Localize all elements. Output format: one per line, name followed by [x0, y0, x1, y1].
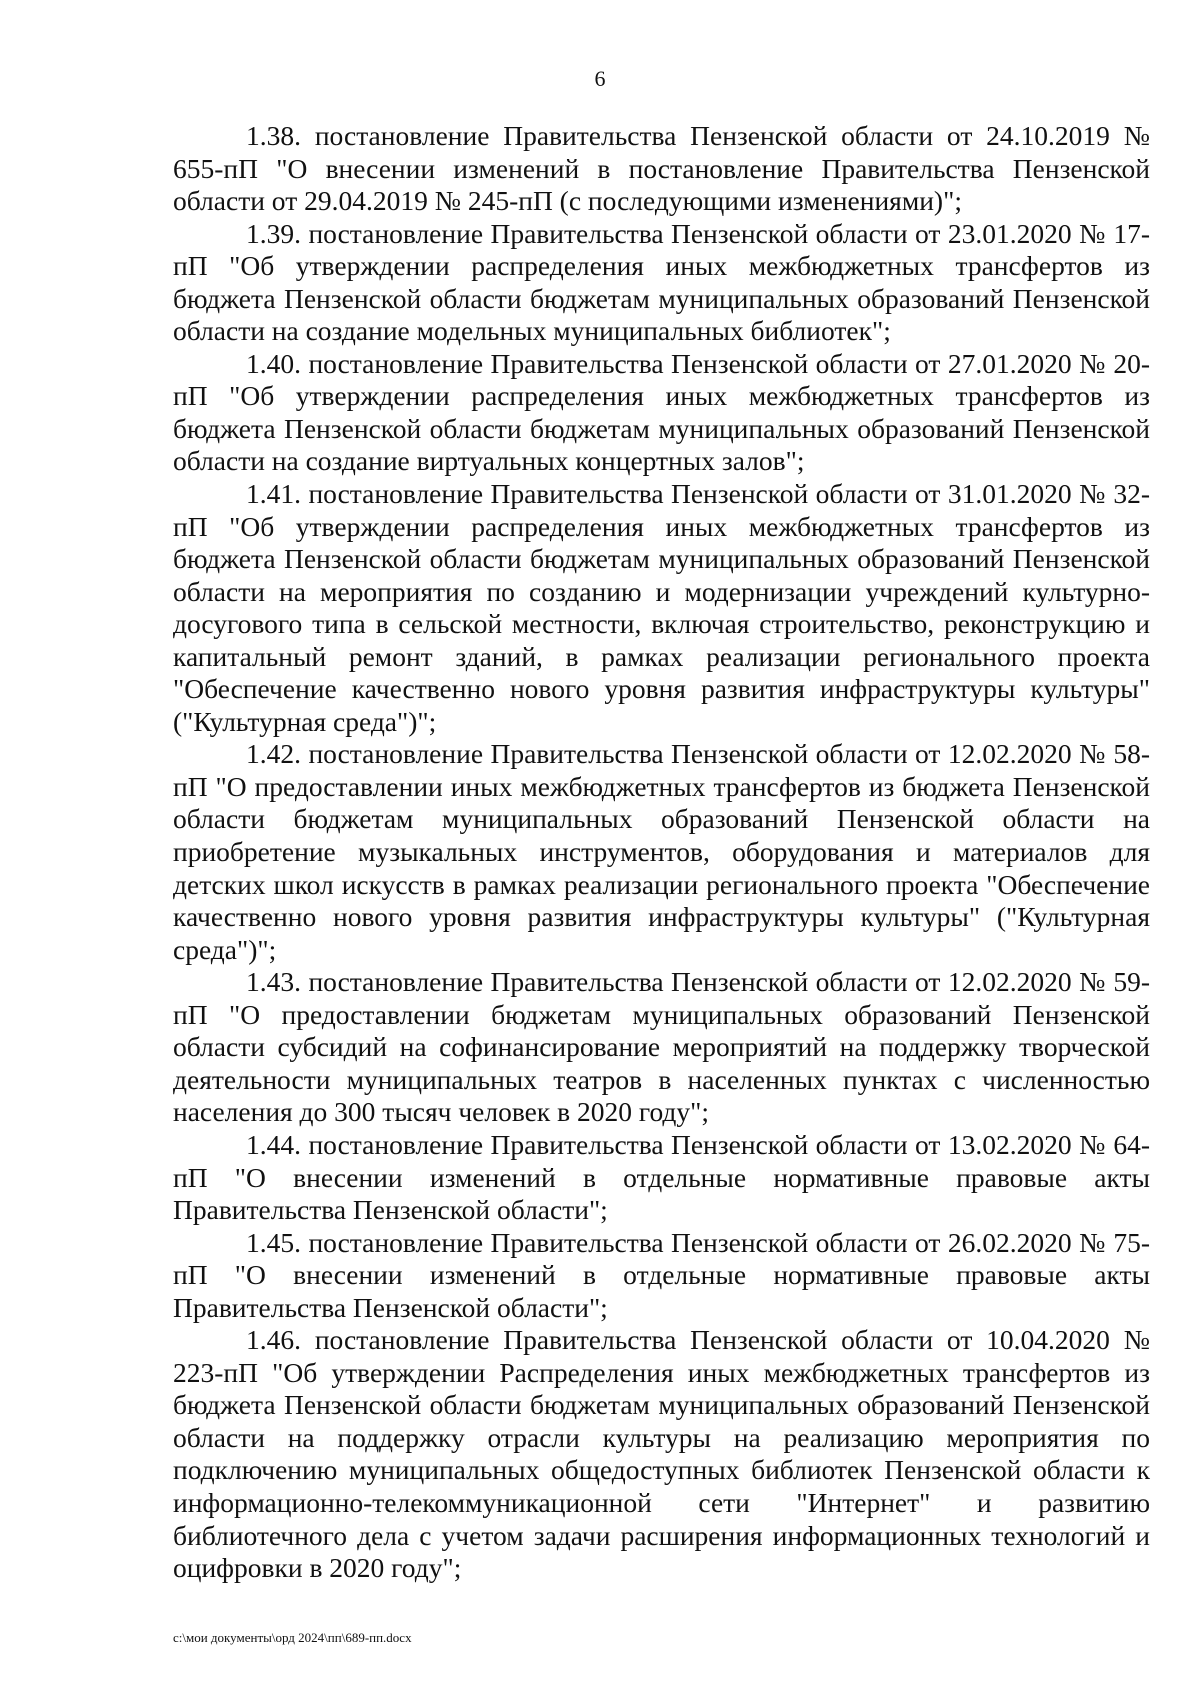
- document-body: [173, 120, 1150, 1585]
- list-item-1-41: 1.41. постановление Правительства Пензенской области от 31.01.2020 № 32-пП "Об утверждении распределения иных межбюджетных трансфертов из бюджета Пензенской области бюджетам муниципальных образований Пензенской области на мероприятия по созданию и модернизации учреждений культурно-досугового типа в сельской местности, включая строительство, реконструкцию и капитальный ремонт зданий, в рамках реализации регионального проекта "Обеспечение качественно нового уровня развития инфраструктуры культуры" ("Культурная среда")";: [173, 478, 1150, 737]
- list-item-1-44: 1.44. постановление Правительства Пензенской области от 13.02.2020 № 64-пП "О внесении изменений в отдельные нормативные правовые акты Правительства Пензенской области";: [173, 1128, 1150, 1226]
- file-path-footer: c:\мои документы\орд 2024\пп\689-пп.docx: [173, 1630, 412, 1645]
- list-item-1-39: 1.39. постановление Правительства Пензенской области от 23.01.2020 № 17-пП "Об утверждении распределения иных межбюджетных трансфертов из бюджета Пензенской области бюджетам муниципальных образований Пензенской области на создание модельных муниципальных библиотек";: [173, 217, 1150, 347]
- list-item-1-43: 1.43. постановление Правительства Пензенской области от 12.02.2020 № 59-пП "О предоставлении бюджетам муниципальных образований Пензенской области субсидий на софинансирование мероприятий на поддержку творческой деятельности муниципальных театров в населенных пунктах с численностью населения до 300 тысяч человек в 2020 году";: [173, 966, 1150, 1128]
- list-item-1-40: 1.40. постановление Правительства Пензенской области от 27.01.2020 № 20-пП "Об утверждении распределения иных межбюджетных трансфертов из бюджета Пензенской области бюджетам муниципальных образований Пензенской области на создание виртуальных концертных залов";: [173, 347, 1150, 477]
- page-number: 6: [594, 66, 606, 91]
- list-item-1-42: 1.42. постановление Правительства Пензенской области от 12.02.2020 № 58-пП "О предоставлении иных межбюджетных трансфертов из бюджета Пензенской области бюджетам муниципальных образований Пензенской области на приобретение музыкальных инструментов, оборудования и материалов для детских школ искусств в рамках реализации регионального проекта "Обеспечение качественно нового уровня развития инфраструктуры культуры" ("Культурная среда")";: [173, 738, 1150, 965]
- list-item-1-45: 1.45. постановление Правительства Пензенской области от 26.02.2020 № 75-пП "О внесении изменений в отдельные нормативные правовые акты Правительства Пензенской области";: [173, 1226, 1150, 1323]
- list-item-1-46: 1.46. постановление Правительства Пензенской области от 10.04.2020 № 223-пП "Об утверждении Распределения иных межбюджетных трансфертов из бюджета Пензенской области бюджетам муниципальных образований Пензенской области на поддержку отрасли культуры на реализацию мероприятия по подключению муниципальных общедоступных библиотек Пензенской области к информационно-телекоммуникационной сети "Интернет" и развитию библиотечного дела с учетом задачи расширения информационных технологий и оцифровки в 2020 году";: [173, 1324, 1150, 1584]
- list-item-1-38: 1.38. постановление Правительства Пензенской области от 24.10.2019 № 655-пП "О внесении изменений в постановление Правительства Пензенской области от 29.04.2019 № 245-пП (с последующими изменениями)";: [173, 120, 1150, 217]
